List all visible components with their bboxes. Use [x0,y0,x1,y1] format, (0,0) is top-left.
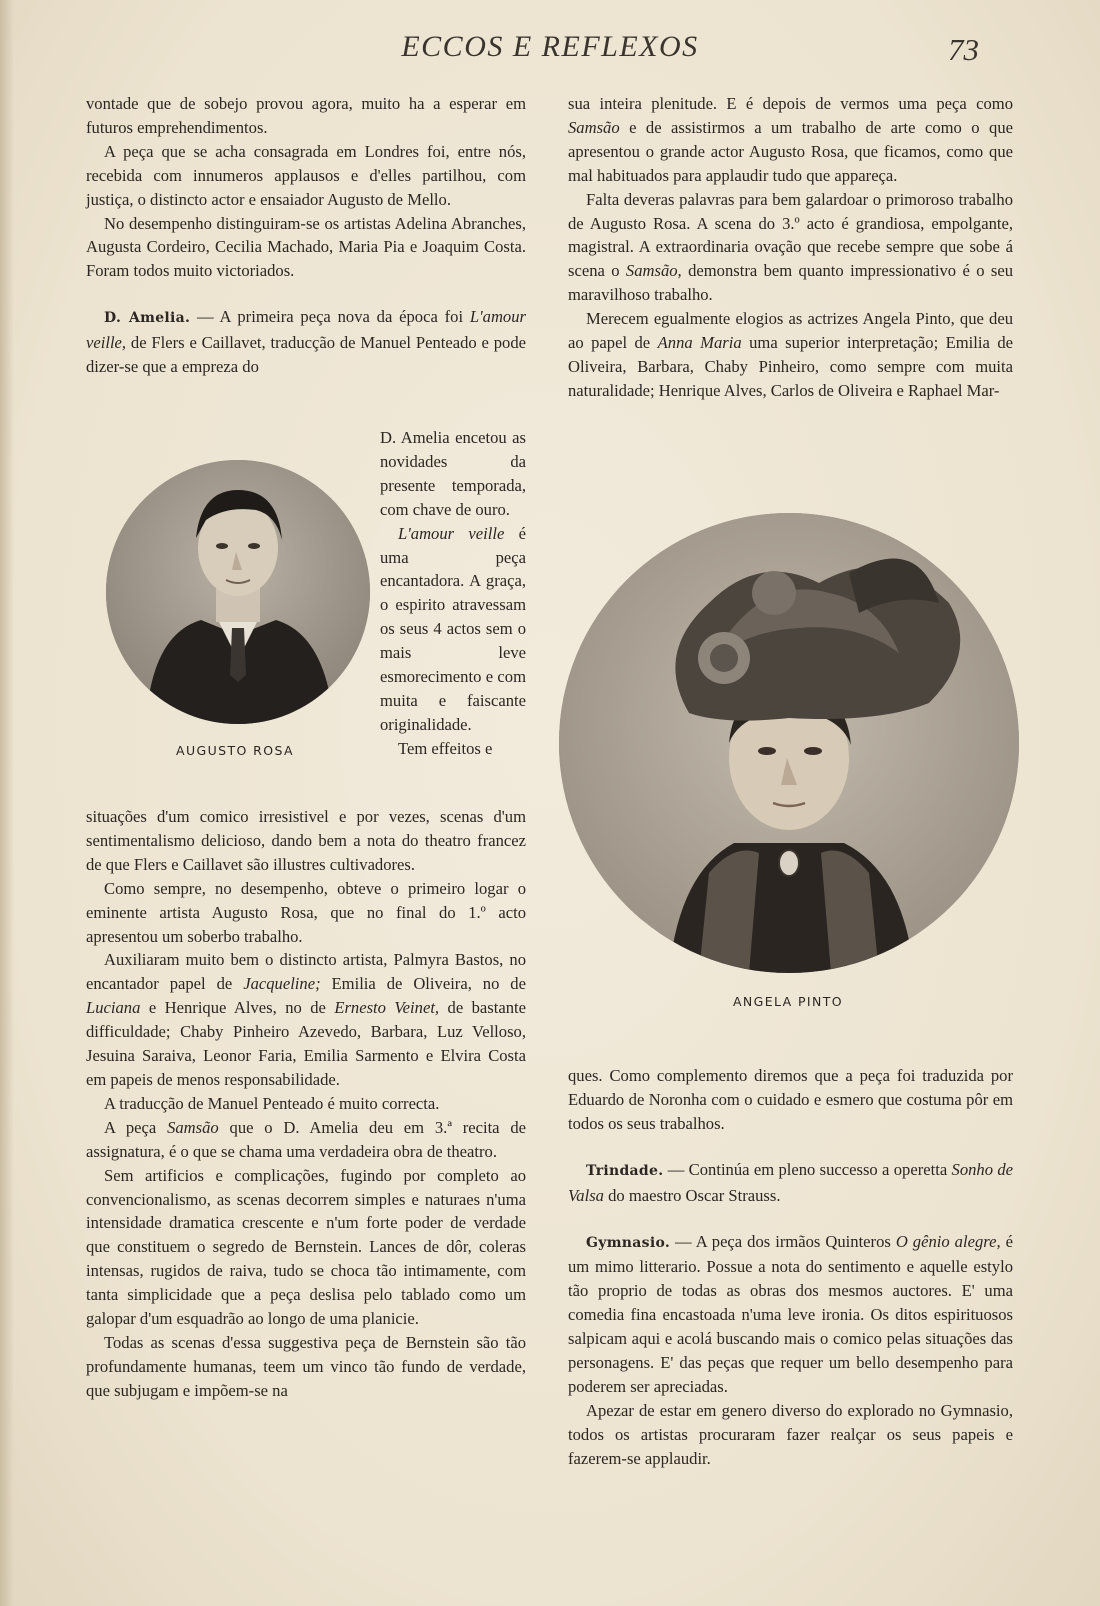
paragraph: A traducção de Manuel Penteado é muito correcta. [104,1093,440,1113]
text: e Henrique Alves, no de [148,998,326,1018]
text: sua inteira plenitude. E é depois de vermos uma peça como [568,94,1013,113]
paragraph: situações d'um comico irresistivel e por vezes, scenas d'um sentimentalismo delicioso, dando bem a nota do theatro francez de que Flers e Caillavet são illustres cultivadores. [86,807,526,874]
paragraph [86,1116,526,1164]
role-name: Ernesto Veinet, [334,998,440,1018]
text: Merecem egualmente elogios as actrizes Angela Pinto, que deu ao papel de [568,309,1013,353]
text: do maestro Oscar Strauss. [608,1185,781,1205]
caption-angela-pinto: ANGELA PINTO [732,994,844,1009]
paragraph-amelia [86,305,526,379]
page-number: 73 [948,32,979,67]
paragraph: vontade que de sobejo provou agora, muito ha a esperar em futuros emprehendimentos. [86,94,526,137]
left-column-narrow [380,426,526,761]
section-heading-trindade: Trindade. [586,1162,664,1179]
text: — Continúa em pleno successo a operetta [667,1159,948,1179]
paragraph: Todas as scenas d'essa suggestiva peça de Bernstein são tão profundamente humanas, teem um vinco tão fundo de verdade, que subjugam e impõem-se na [86,1332,526,1400]
paragraph: ques. Como complemento diremos que a peça foi traduzida por Eduardo de Noronha com o cuidado e esmero que costuma pôr em todos os seus trabalhos. [568,1066,1013,1133]
text: — A peça dos irmãos Quinteros [675,1231,891,1251]
paragraph [86,948,526,1091]
text: Auxiliaram muito bem o distincto artista, Palmyra Bastos, no encantador papel de [86,950,526,994]
paragraph: Como sempre, no desempenho, obteve o primeiro logar o eminente artista Augusto Rosa, que no final do 1.º acto apresentou um soberbo trabalho. [86,878,526,946]
right-column-top [568,92,1013,403]
paragraph: No desempenho distinguiram-se os artistas Adelina Abranches, Augusta Cordeiro, Cecilia Machado, Maria Pia e Joaquim Costa. Foram todos muito victoriados. [86,213,526,281]
text: — A primeira peça nova da época foi [197,307,464,327]
text: é uma peça encantadora. A graça, o espirito atravessam os seus 4 actos sem o mais leve esmorecimento e com muita e faiscante originalidade. [380,523,526,734]
play-title: Samsão [167,1117,219,1137]
text: e de assistirmos a um trabalho de arte como o que apresentou o grande actor Augusto Rosa, que ficamos, como que mal habituados para applaudir tudo que appareça. [568,117,1013,185]
left-column-bottom [86,805,526,1403]
play-title: Sonho de Valsa [568,1159,1014,1205]
text: demonstra bem quanto impressionativo é o seu maravilhoso trabalho. [568,261,1014,305]
portrait-angela-pinto [559,513,1019,973]
caption-augusto-rosa: AUGUSTO ROSA [176,743,294,758]
portrait-augusto-rosa [106,460,370,724]
text: A peça [104,1117,157,1137]
text: de Flers e Caillavet, traducção de Manuel Penteado e pode dizer-se que a empreza do [86,333,526,377]
section-heading-amelia: D. Amelia. [104,310,191,327]
paragraph-trindade [568,1158,1013,1208]
play-title: Samsão [568,117,620,137]
play-title: L'amour veille, [86,307,526,353]
left-column-top [86,92,526,379]
play-title: O gênio alegre, [895,1231,1001,1251]
text: é um mimo litterario. Possue a nota do sentimento e aquelle estylo tão proprio de todas as obras dos mesmos auctores. E' uma comedia fina encastoada n'uma leve ironia. Os ditos espirituosos salpicam aqui e acolá buscando mais o comico pelas situações das personagens. E' das peças que requer um bello desempenho para poderem ser apreciadas. [568,1231,1013,1396]
play-title: L'amour veille [398,523,505,543]
paragraph [568,92,1013,188]
section-heading-gymnasio: Gymnasio. [586,1234,671,1251]
paragraph [380,522,526,737]
paragraph: Sem artificios e complicações, fugindo por completo ao convencionalismo, as scenas decorrem simples e naturaes n'uma intensidade dramatica crescente e n'um forte poder de verdade que constituem o segredo de Bernstein. Lances de dôr, coleras intensas, rugidos de raiva, tudo se choca tão intimamente, com tanta simplicidade que a peça deslisa pelo tablado como um galopar d'um esquadrão ao longo de uma planicie. [86,1165,526,1329]
page-edge-shadow [0,0,14,1606]
running-header-title: ECCOS E REFLEXOS [401,30,699,63]
portrait-augusto-rosa-image [106,460,370,724]
paragraph: Apezar de estar em genero diverso do explorado no Gymnasio, todos os artistas procuraram fazer realçar os seus papeis e fazerem-se applaudir. [568,1400,1013,1468]
role-name: Anna Maria [657,333,742,353]
paragraph: Tem effeitos e [398,738,493,758]
text: que o D. Amelia deu em 3.ª recita de assignatura, é o que se chama uma verdadeira obra de theatro. [86,1117,527,1161]
right-column-bottom [568,1064,1013,1471]
text: Emilia de Oliveira, no de [331,974,526,994]
role-name: Jacqueline; [243,974,321,994]
text: Falta deveras palavras para bem galardoar o primoroso trabalho de Augusto Rosa. A scena do 3.º acto é grandiosa, empolgante, magistral. A extraordinaria ovação que recebe sempre que sobe á scena o [568,189,1013,281]
paragraph [568,188,1013,308]
portrait-angela-pinto-image [559,513,1019,973]
paragraph-gymnasio [568,1230,1013,1399]
text: de bastante difficuldade; Chaby Pinheiro Azevedo, Barbara, Luz Velloso, Jesuina Saraiva, Leonor Faria, Emilia Sarmento e Elvira Costa em papeis de menos responsabilidade. [86,998,526,1089]
text: uma superior interpretação; Emilia de Oliveira, Barbara, Chaby Pinheiro, como sempre com muita naturalidade; Henrique Alves, Carlos de Oliveira e Raphael Mar- [568,333,1014,400]
role-name: Luciana [86,998,141,1018]
paragraph: A peça que se acha consagrada em Londres foi, entre nós, recebida com innumeros applausos e d'elles partilhou, com justiça, o distincto actor e ensaiador Augusto de Mello. [86,141,526,209]
paragraph [568,307,1013,403]
play-title: Samsão, [625,261,682,281]
paragraph: D. Amelia encetou as novidades da presente temporada, com chave de ouro. [380,428,526,519]
